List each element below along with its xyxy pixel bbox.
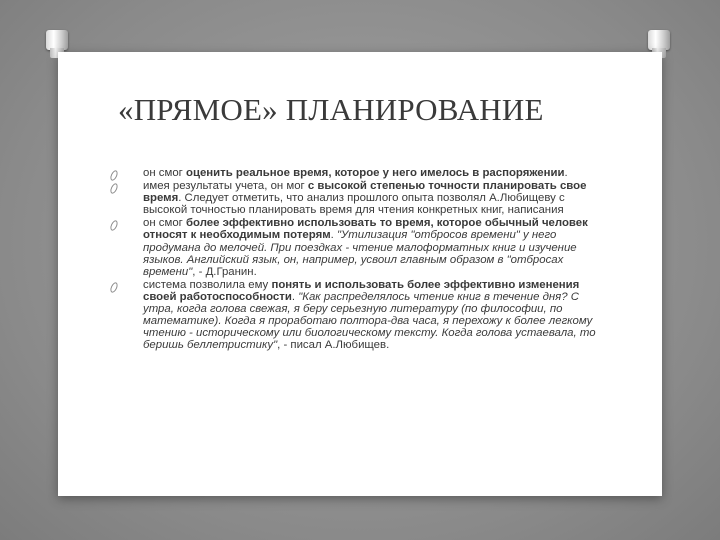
bullet-text-bold: более эффективно использовать то время, которое обычный человек относят к необходимым потерям [143, 217, 588, 242]
bullet-marker-icon [109, 182, 119, 195]
bullet-text: . [291, 290, 299, 303]
bullet-text: он смог [143, 167, 186, 179]
bullet-text-bold: понять и использовать более эффективно изменения своей работоспособности [143, 278, 580, 303]
slide-content [110, 167, 600, 352]
bullet-text: он смог [143, 217, 186, 230]
bullet-text: имея результаты учета, он мог [143, 180, 308, 193]
bullet-item [110, 180, 600, 216]
bullet-marker-icon [109, 281, 119, 294]
bullet-text: , - Д.Гранин. [192, 265, 257, 278]
bullet-text: . [330, 229, 337, 242]
bullet-text-bold: оценить реальное время, которое у него имелось в распоряжении [185, 167, 565, 179]
bullet-item [110, 279, 600, 352]
bullet-text: , - писал А.Любищев. [277, 339, 390, 352]
bullet-text-bold: с высокой степенью точности планировать свое время [143, 180, 587, 205]
bullet-quote: "Как распределялось чтение книг в течение дня? С утра, когда голова свежая, я беру серьезную литературу (по философии, по математике). Когда я проработаю полтора-два часа, я перехожу к более легкому чтению - историческому или биологическому тексту. Когда голова устаевала, то беришь беллетристику" [143, 290, 596, 352]
bullet-text: . [564, 167, 568, 179]
bullet-item [110, 167, 600, 179]
bullet-text: . Следует отметить, что анализ прошлого опыта позволял А.Любищеву с высокой точностью планировать время для чтения конкретных книг, написания [143, 192, 565, 217]
bullet-quote: "Утилизация "отбросов времени" у него продумана до мелочей. При поездках - чтение малоформатных книг и изучение языков. Английский язык, он, например, усвоил главным образом в "отбросах времени" [143, 229, 577, 278]
bullet-list [110, 167, 600, 351]
bullet-text: система позволила ему [143, 278, 272, 291]
bullet-marker-icon [109, 220, 119, 233]
slide-title: «ПРЯМОЕ» ПЛАНИРОВАНИЕ [118, 92, 544, 127]
bullet-item [110, 217, 600, 277]
